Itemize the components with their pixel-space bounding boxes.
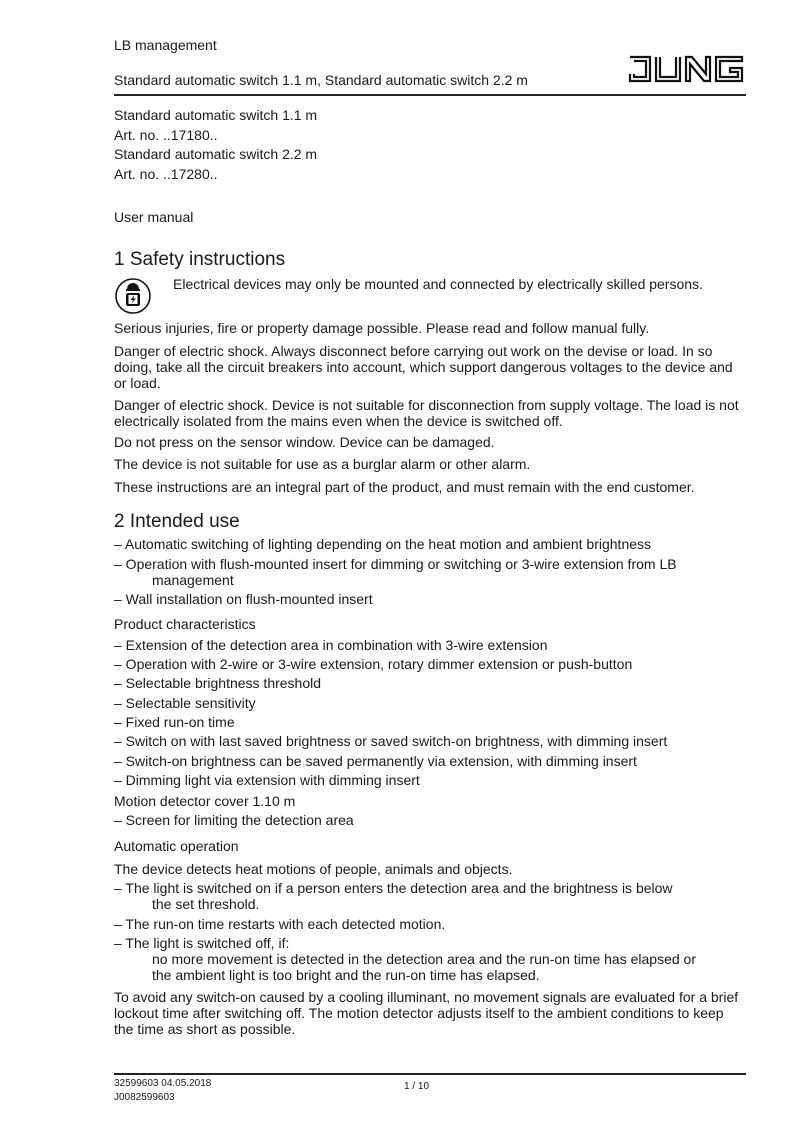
safety-paragraph: Serious injuries, fire or property damage possible. Please read and follow manual fully.: [114, 320, 650, 336]
safety-paragraph: Danger of electric shock. Always disconnect before carrying out work on the devise or load. In so doing, take all the circuit breakers into account, which support dangerous voltages to the device and or load.: [114, 343, 733, 391]
list-item: – Dimming light via extension with dimming insert: [114, 772, 420, 788]
list-item: – Switch on with last saved brightness or saved switch-on brightness, with dimming insert: [114, 733, 668, 749]
list-item: – The light is switched on if a person enters the detection area and the brightness is below: [114, 880, 673, 896]
list-item-continuation: the set threshold.: [152, 896, 260, 912]
page-number: 1 / 10: [404, 1081, 430, 1092]
list-item: – Screen for limiting the detection area: [114, 812, 354, 828]
list-item: – The run-on time restarts with each detected motion.: [114, 916, 446, 932]
footer-rule: [114, 1073, 746, 1075]
list-item: – Selectable brightness threshold: [114, 675, 322, 691]
jung-logo-graphic: [626, 54, 746, 84]
cover-heading: Motion detector cover 1.10 m: [114, 793, 296, 809]
article-number-1: Art. no. ..17180..: [114, 127, 218, 143]
footer-document-id-2: J0082599603: [114, 1092, 175, 1103]
list-item: – Switch-on brightness can be saved permanently via extension, with dimming insert: [114, 753, 637, 769]
safety-paragraph: Danger of electric shock. Device is not suitable for disconnection from supply voltage. The load is not electrically isolated from the mains even when the device is switched off.: [114, 397, 739, 429]
list-item: – Fixed run-on time: [114, 714, 235, 730]
safety-paragraph: These instructions are an integral part of the product, and must remain with the end customer.: [114, 479, 695, 495]
product-name-2: Standard automatic switch 2.2 m: [114, 146, 318, 162]
header-section-title: LB management: [114, 37, 217, 53]
automatic-operation-intro: The device detects heat motions of people, animals and objects.: [114, 861, 513, 877]
document-type: User manual: [114, 209, 194, 225]
safety-skilled-persons: Electrical devices may only be mounted and connected by electrically skilled persons.: [173, 276, 703, 292]
list-item: – Operation with flush-mounted insert for dimming or switching or 3-wire extension from LB: [114, 556, 677, 572]
list-item: – The light is switched off, if:: [114, 935, 290, 951]
footer-document-id: 32599603 04.05.2018: [114, 1078, 212, 1089]
list-item-continuation: no more movement is detected in the detection area and the run-on time has elapsed or: [152, 951, 696, 967]
automatic-operation-heading: Automatic operation: [114, 838, 239, 854]
safety-heading: 1 Safety instructions: [114, 249, 286, 270]
intended-use-heading: 2 Intended use: [114, 511, 240, 532]
product-characteristics-heading: Product characteristics: [114, 616, 256, 632]
list-item: – Automatic switching of lighting depending on the heat motion and ambient brightness: [114, 536, 652, 552]
closing-paragraph: To avoid any switch-on caused by a cooling illuminant, no movement signals are evaluated for a brief lockout time after switching off. The motion detector adjusts itself to the ambient conditions to keep the time as short as possible.: [114, 989, 739, 1037]
product-name-1: Standard automatic switch 1.1 m: [114, 107, 318, 123]
safety-paragraph: The device is not suitable for use as a burglar alarm or other alarm.: [114, 456, 531, 472]
safety-paragraph: Do not press on the sensor window. Device can be damaged.: [114, 434, 495, 450]
electrician-warning-icon: [114, 277, 152, 315]
header-document-title: Standard automatic switch 1.1 m, Standard automatic switch 2.2 m: [114, 72, 528, 88]
list-item-continuation: the ambient light is too bright and the run-on time has elapsed.: [152, 967, 540, 983]
header-rule: [114, 94, 746, 96]
jung-logo: [626, 54, 746, 84]
list-item: – Wall installation on flush-mounted insert: [114, 591, 373, 607]
list-item-continuation: management: [152, 572, 234, 588]
list-item: – Selectable sensitivity: [114, 695, 256, 711]
list-item: – Extension of the detection area in combination with 3-wire extension: [114, 637, 548, 653]
article-number-2: Art. no. ..17280..: [114, 166, 218, 182]
list-item: – Operation with 2-wire or 3-wire extension, rotary dimmer extension or push-button: [114, 656, 633, 672]
